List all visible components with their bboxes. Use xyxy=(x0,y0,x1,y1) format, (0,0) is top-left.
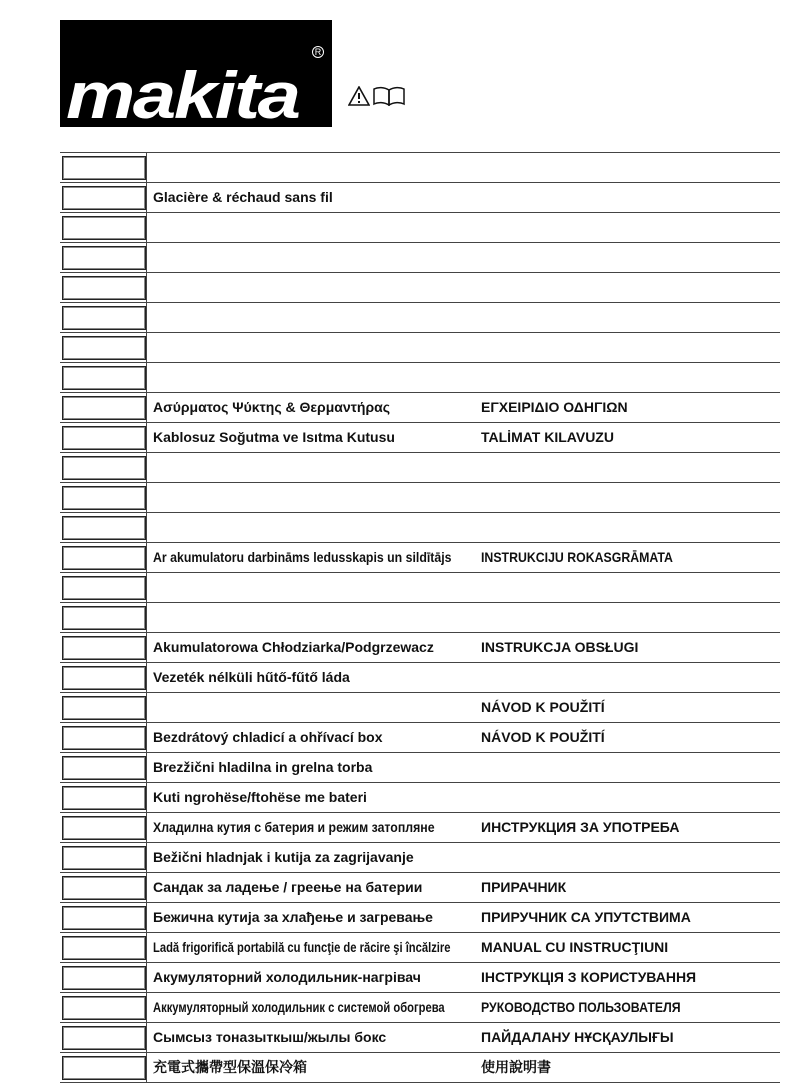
column-divider xyxy=(146,1053,147,1082)
language-code-box xyxy=(62,456,146,480)
makita-logo xyxy=(60,20,332,132)
language-code-box xyxy=(62,756,146,780)
language-code-box xyxy=(62,156,146,180)
language-code-box xyxy=(62,996,146,1020)
language-code-box xyxy=(62,1056,146,1080)
table-row xyxy=(60,602,780,632)
product-title: Vezeték nélküli hűtő-fűtő láda xyxy=(153,669,350,685)
language-code-box xyxy=(62,396,146,420)
table-row xyxy=(60,992,780,1022)
column-divider xyxy=(146,993,147,1022)
product-title: Glacière & réchaud sans fil xyxy=(153,189,333,205)
table-row xyxy=(60,452,780,482)
brand-name: makita xyxy=(66,58,299,132)
table-row xyxy=(60,182,780,212)
manual-type: NÁVOD K POUŽITÍ xyxy=(481,729,605,745)
product-title: Kablosuz Soğutma ve Isıtma Kutusu xyxy=(153,429,395,445)
language-code-box xyxy=(62,666,146,690)
manual-type: NÁVOD K POUŽITÍ xyxy=(481,699,605,715)
language-code-box xyxy=(62,846,146,870)
table-row xyxy=(60,242,780,272)
warning-icon xyxy=(348,86,370,106)
product-title: Ασύρματος Ψύκτης & Θερμαντήρας xyxy=(153,399,391,415)
column-divider xyxy=(146,483,147,512)
table-row xyxy=(60,872,780,902)
table-row xyxy=(60,932,780,962)
language-code-box xyxy=(62,636,146,660)
table-row xyxy=(60,542,780,572)
language-code-box xyxy=(62,306,146,330)
manual-type: MANUAL CU INSTRUCŢIUNI xyxy=(481,939,669,955)
table-row xyxy=(60,662,780,692)
table-row xyxy=(60,1022,780,1052)
table-row xyxy=(60,212,780,242)
manual-type: РУКОВОДСТВО ПОЛЬЗОВАТЕЛЯ xyxy=(481,999,681,1015)
column-divider xyxy=(146,303,147,332)
language-code-box xyxy=(62,576,146,600)
product-title: Хладилна кутия с батерия и режим затопляне xyxy=(153,819,435,835)
table-row xyxy=(60,512,780,542)
column-divider xyxy=(146,153,147,182)
product-title: Brezžični hladilna in grelna torba xyxy=(153,759,373,775)
language-code-box xyxy=(62,936,146,960)
column-divider xyxy=(146,243,147,272)
table-row xyxy=(60,1052,780,1083)
manual-type: ИНСТРУКЦИЯ ЗА УПОТРЕБА xyxy=(481,819,680,835)
column-divider xyxy=(146,363,147,392)
column-divider xyxy=(146,633,147,662)
product-title: Сымсыз тоназыткыш/жылы бокс xyxy=(153,1029,387,1045)
language-code-box xyxy=(62,696,146,720)
product-title: 充電式攜帶型保溫保冷箱 xyxy=(153,1059,307,1075)
column-divider xyxy=(146,1023,147,1052)
language-code-box xyxy=(62,336,146,360)
column-divider xyxy=(146,273,147,302)
language-code-box xyxy=(62,786,146,810)
table-row xyxy=(60,782,780,812)
column-divider xyxy=(146,663,147,692)
language-code-box xyxy=(62,246,146,270)
product-title: Ar akumulatoru darbināms ledusskapis un sildītājs xyxy=(153,549,452,565)
language-code-box xyxy=(62,516,146,540)
language-code-box xyxy=(62,216,146,240)
manual-type: ПРИРАЧНИК xyxy=(481,879,567,895)
language-code-box xyxy=(62,276,146,300)
column-divider xyxy=(146,903,147,932)
language-code-box xyxy=(62,966,146,990)
table-row xyxy=(60,632,780,662)
product-title: Bežični hladnjak i kutija za zagrijavanje xyxy=(153,849,414,865)
table-row xyxy=(60,692,780,722)
manual-type: ІНСТРУКЦІЯ З КОРИСТУВАННЯ xyxy=(481,969,697,985)
column-divider xyxy=(146,843,147,872)
column-divider xyxy=(146,873,147,902)
registered-mark: R xyxy=(312,46,324,58)
column-divider xyxy=(146,693,147,722)
language-code-box xyxy=(62,486,146,510)
language-code-box xyxy=(62,906,146,930)
table-row xyxy=(60,752,780,782)
product-title: Akumulatorowa Chłodziarka/Podgrzewacz xyxy=(153,639,434,655)
manual-type: TALİMAT KILAVUZU xyxy=(481,429,614,445)
column-divider xyxy=(146,933,147,962)
product-title: Bezdrátový chladicí a ohřívací box xyxy=(153,729,383,745)
column-divider xyxy=(146,753,147,782)
table-row xyxy=(60,482,780,512)
column-divider xyxy=(146,333,147,362)
table-row xyxy=(60,962,780,992)
manual-type: ПРИРУЧНИК СА УПУТСТВИМА xyxy=(481,909,691,925)
column-divider xyxy=(146,453,147,482)
product-title: Аккумуляторный холодильник с системой обогрева xyxy=(153,999,445,1015)
column-divider xyxy=(146,543,147,572)
language-code-box xyxy=(62,816,146,840)
table-row xyxy=(60,422,780,452)
language-code-box xyxy=(62,1026,146,1050)
language-code-box xyxy=(62,876,146,900)
column-divider xyxy=(146,603,147,632)
column-divider xyxy=(146,423,147,452)
table-row xyxy=(60,332,780,362)
product-title: Сандак за ладење / греење на батерии xyxy=(153,879,423,895)
product-title: Ladă frigorifică portabilă cu funcţie de răcire şi încălzire xyxy=(153,939,451,955)
table-row xyxy=(60,572,780,602)
language-code-box xyxy=(62,366,146,390)
language-code-box xyxy=(62,726,146,750)
product-title: Kuti ngrohëse/ftohëse me bateri xyxy=(153,789,367,805)
column-divider xyxy=(146,723,147,752)
product-title: Акумуляторний холодильник-нагрівач xyxy=(153,969,421,985)
column-divider xyxy=(146,573,147,602)
manual-type: INSTRUKCJA OBSŁUGI xyxy=(481,639,639,655)
column-divider xyxy=(146,813,147,842)
language-code-box xyxy=(62,606,146,630)
table-row xyxy=(60,362,780,392)
table-row xyxy=(60,842,780,872)
column-divider xyxy=(146,393,147,422)
product-title: Бежична кутија за хлађење и загревање xyxy=(153,909,433,925)
table-row xyxy=(60,152,780,182)
manual-type: ПАЙДАЛАНУ НҰСҚАУЛЫҒЫ xyxy=(481,1029,674,1045)
language-code-box xyxy=(62,546,146,570)
table-row xyxy=(60,392,780,422)
table-row xyxy=(60,902,780,932)
table-row xyxy=(60,812,780,842)
language-code-box xyxy=(62,426,146,450)
column-divider xyxy=(146,963,147,992)
manual-type: 使用說明書 xyxy=(481,1059,551,1075)
column-divider xyxy=(146,783,147,812)
table-row xyxy=(60,722,780,752)
column-divider xyxy=(146,213,147,242)
manual-type: ΕΓΧΕΙΡΙΔΙΟ ΟΔΗΓΙΩΝ xyxy=(481,399,628,415)
language-table xyxy=(60,152,780,1083)
language-code-box xyxy=(62,186,146,210)
table-row xyxy=(60,302,780,332)
table-row xyxy=(60,272,780,302)
column-divider xyxy=(146,513,147,542)
manual-type: INSTRUKCIJU ROKASGRĀMATA xyxy=(481,549,673,565)
column-divider xyxy=(146,183,147,212)
manual-book-icon xyxy=(372,86,406,106)
